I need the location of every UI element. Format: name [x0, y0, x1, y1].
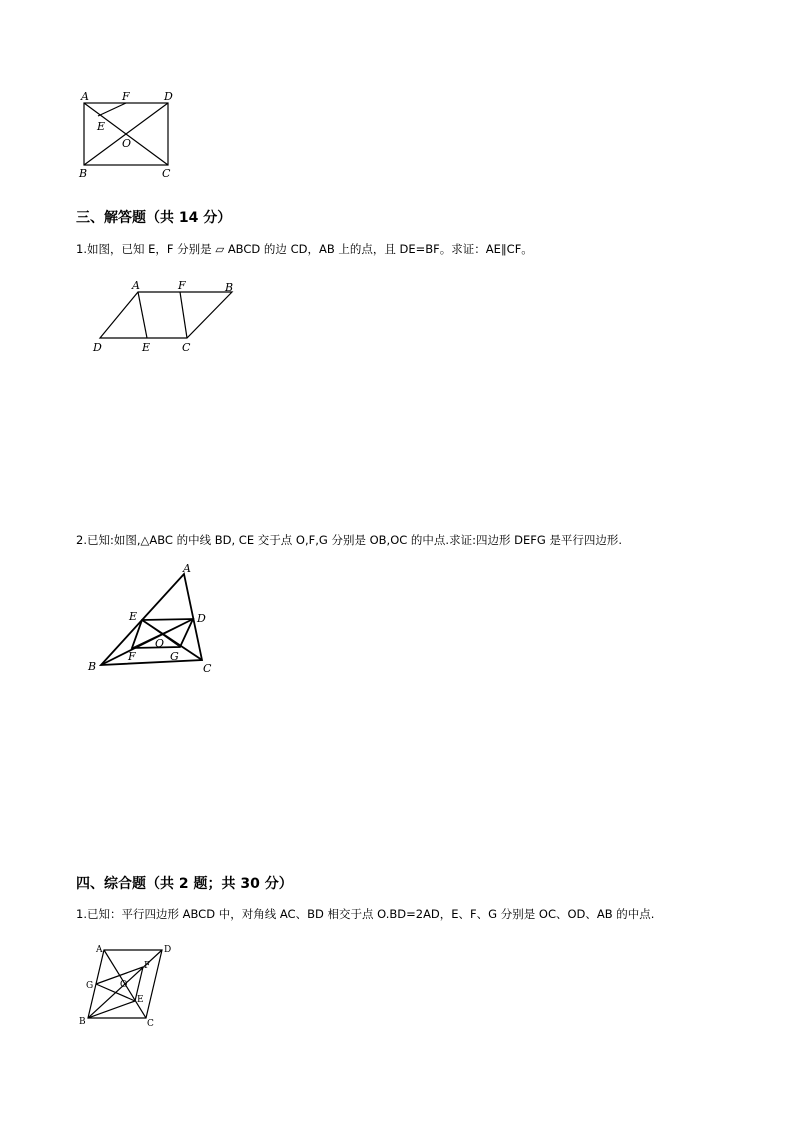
label-c: C — [162, 167, 171, 180]
label-e: E — [137, 995, 144, 1005]
section-4-question-1: 1.已知：平行四边形 ABCD 中，对角线 AC、BD 相交于点 O.BD=2AD，E、F、G 分别是 OC、OD、AB 的中点. — [76, 907, 655, 921]
label-b: B — [88, 660, 97, 673]
label-b: B — [225, 281, 234, 294]
label-d: D — [164, 945, 172, 955]
section-3-question-2: 2.已知:如图,△ABC 的中线 BD, CE 交于点 O,F,G 分别是 OB,OC 的中点.求证:四边形 DEFG 是平行四边形. — [76, 533, 623, 547]
figure-parallelogram-ae-cf — [90, 276, 240, 358]
label-g: G — [170, 650, 179, 663]
label-b: B — [79, 167, 88, 180]
label-g: G — [86, 981, 94, 991]
label-a: A — [96, 945, 103, 955]
label-d: D — [164, 90, 173, 103]
label-f: F — [144, 961, 151, 971]
label-d: D — [93, 341, 102, 354]
section-3-question-1: 1.如图，已知 E，F 分别是 ▱ ABCD 的边 CD，AB 上的点，且 DE=BF。求证：AE∥CF。 — [76, 242, 533, 256]
parallelogram-outline — [100, 292, 232, 338]
label-o: O — [155, 637, 165, 650]
segment-be — [88, 1001, 135, 1018]
segment-ge — [96, 984, 135, 1001]
section-3-heading: 三、解答题（共 14 分） — [76, 210, 232, 226]
label-f: F — [122, 90, 130, 103]
segment-ae — [138, 292, 147, 338]
section-4-heading: 四、综合题（共 2 题；共 30 分） — [76, 876, 293, 892]
label-b: B — [79, 1017, 86, 1027]
label-f: F — [178, 279, 186, 292]
label-d: D — [197, 612, 206, 625]
label-f: F — [128, 650, 136, 663]
label-a: A — [81, 90, 89, 103]
figure-parallelogram-midpoints — [74, 940, 174, 1030]
label-a: A — [183, 562, 191, 575]
figure-triangle-medians — [84, 562, 219, 677]
label-e: E — [142, 341, 151, 354]
figure-rectangle-abcd — [70, 88, 190, 183]
segment-ef — [98, 103, 126, 116]
segment-cf — [180, 292, 187, 338]
label-c: C — [203, 662, 212, 675]
label-o: O — [120, 980, 128, 990]
label-c: C — [147, 1019, 154, 1029]
label-e: E — [97, 120, 106, 133]
label-o: O — [122, 137, 132, 150]
label-c: C — [182, 341, 191, 354]
label-a: A — [132, 279, 140, 292]
label-e: E — [129, 610, 138, 623]
